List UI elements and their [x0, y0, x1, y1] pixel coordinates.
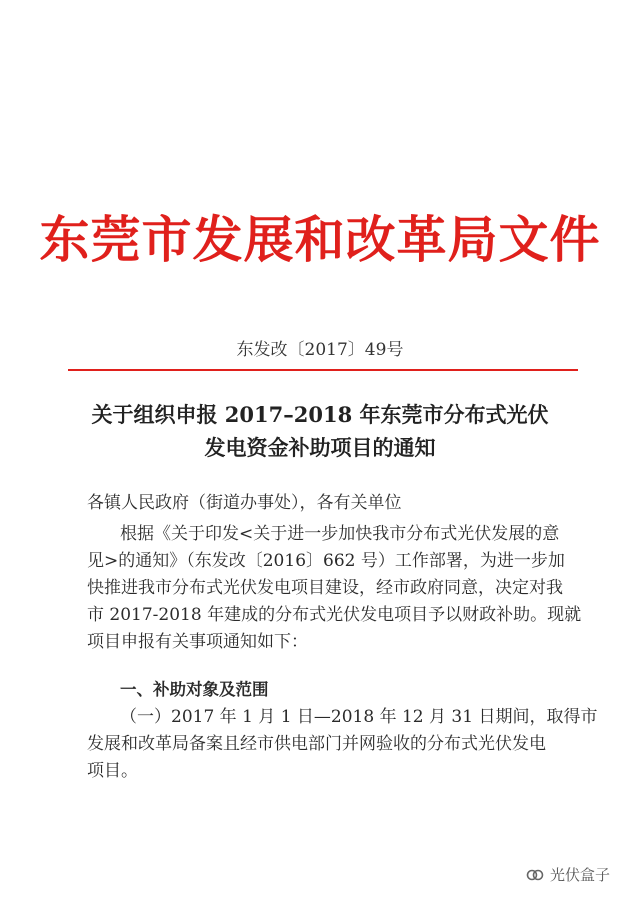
paragraph — [87, 521, 582, 656]
watermark — [526, 864, 610, 885]
paragraph-line: 快推进我市分布式光伏发电项目建设，经市政府同意，决定对我 — [87, 578, 563, 598]
paragraph-line: 见>的通知》（东发改〔2016〕662 号）工作部署，为进一步加 — [87, 551, 565, 571]
red-divider — [68, 369, 578, 371]
section-item-line: （一）2017 年 1 月 1 日—2018 年 12 月 31 日期间，取得市 — [120, 707, 598, 727]
title-line-1: 关于组织申报 2017–2018 年东莞市分布式光伏 — [91, 402, 549, 427]
title-line-2: 发电资金补助项目的通知 — [204, 435, 436, 460]
watermark-text: 光伏盒子 — [550, 866, 611, 884]
wechat-channel-icon — [526, 866, 544, 884]
document-title — [70, 398, 570, 464]
document-number: 东发改〔2017〕49号 — [236, 340, 404, 360]
recipients: 各镇人民政府（街道办事处），各有关单位 — [87, 493, 402, 513]
paragraph-line: 市 2017-2018 年建成的分布式光伏发电项目予以财政补助。现就 — [87, 605, 582, 625]
paragraph-line: 根据《关于印发<关于进一步加快我市分布式光伏发展的意 — [120, 524, 560, 544]
paragraph-line: 项目申报有关事项通知如下： — [87, 632, 308, 652]
section-item-line: 发展和改革局备案且经市供电部门并网验收的分布式光伏发电 — [87, 734, 546, 754]
section-item — [87, 704, 598, 785]
section-heading: 一、补助对象及范围 — [120, 680, 269, 699]
section-item-line: 项目。 — [87, 761, 138, 781]
document-header: 东莞市发展和改革局文件 — [39, 211, 601, 269]
